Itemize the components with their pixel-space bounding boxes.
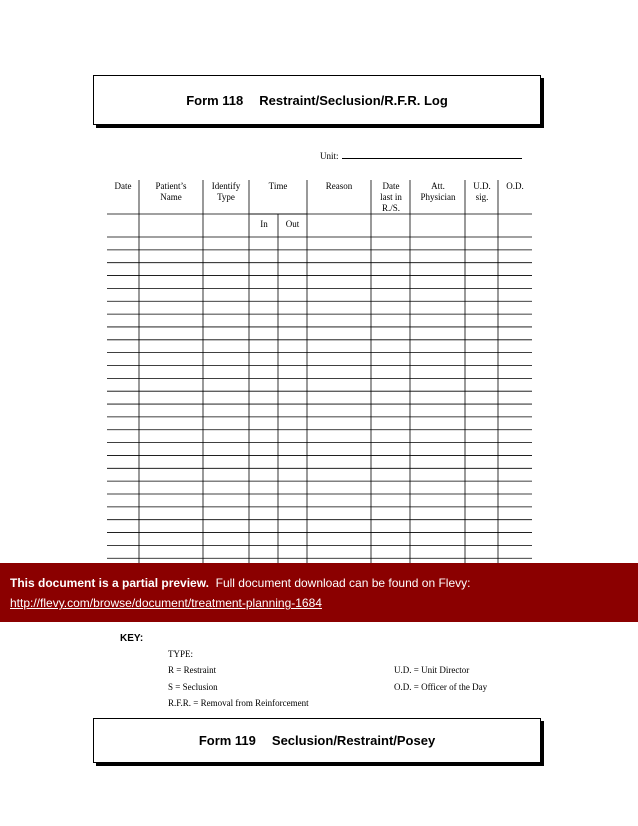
header-time: Time (268, 181, 288, 191)
form-number: Form 119 (198, 733, 256, 748)
header-date-last-line2: last in (380, 192, 402, 202)
header-identify-line2: Type (217, 192, 235, 202)
key-restraint: R = Restraint (168, 665, 217, 675)
header-att-line2: Physician (420, 192, 456, 202)
header-od: O.D. (506, 181, 524, 191)
unit-label: Unit: (320, 151, 339, 161)
key-unit-director: U.D. = Unit Director (394, 665, 470, 675)
header-time-in: In (260, 219, 268, 229)
banner-line-1 (10, 573, 638, 593)
form-title: Restraint/Seclusion/R.F.R. Log (259, 92, 448, 108)
key-officer-of-day: O.D. = Officer of the Day (394, 682, 488, 692)
header-patient-line1: Patient’s (155, 181, 187, 191)
header-att-line1: Att. (431, 181, 445, 191)
header-date-last-line3: R./S. (381, 203, 400, 213)
header-patient-line2: Name (160, 192, 182, 202)
header-ud-line1: U.D. (473, 181, 491, 191)
key-seclusion: S = Seclusion (168, 682, 218, 692)
key-rfr: R.F.R. = Removal from Reinforcement (168, 698, 309, 708)
header-date: Date (114, 181, 132, 191)
key-type-label: TYPE: (168, 649, 194, 659)
header-ud-line2: sig. (475, 192, 489, 202)
header-date-last-line1: Date (382, 181, 400, 191)
banner-text: Full document download can be found on Flevy: (215, 576, 471, 590)
form-119-title-box (93, 718, 541, 763)
banner-bold-text: This document is a partial preview. (10, 576, 209, 590)
key-label: KEY: (120, 633, 144, 644)
form-number: Form 118 (186, 92, 244, 108)
header-identify-line1: Identify (211, 181, 241, 191)
header-time-out: Out (285, 219, 300, 229)
form-title: Seclusion/Restraint/Posey (271, 733, 436, 748)
banner-link[interactable]: http://flevy.com/browse/document/treatment-planning-1684 (10, 596, 322, 610)
header-reason: Reason (325, 181, 353, 191)
preview-banner (0, 563, 638, 622)
